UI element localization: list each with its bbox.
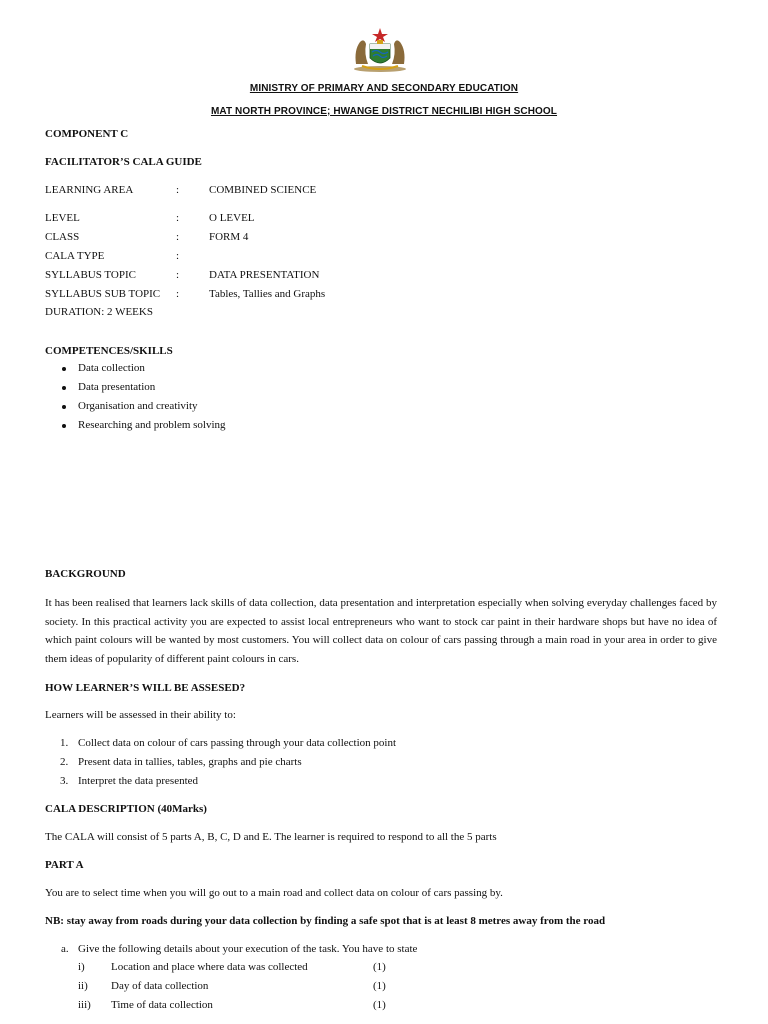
list-number: 1. xyxy=(60,737,69,749)
ministry-heading: MINISTRY OF PRIMARY AND SECONDARY EDUCATION xyxy=(249,83,519,94)
list-text: Collect data on colour of cars passing through your data collection point xyxy=(78,737,397,749)
learning-area-label: LEARNING AREA xyxy=(45,184,134,196)
list-text: Present data in tallies, tables, graphs and pie charts xyxy=(78,756,302,768)
colon-separator: : xyxy=(176,212,180,224)
syllabus-sub-topic-value: Tables, Tallies and Graphs xyxy=(209,288,326,300)
task-letter: a. xyxy=(61,943,69,955)
school-heading: MAT NORTH PROVINCE; HWANGE DISTRICT NECHILIBI HIGH SCHOOL xyxy=(210,106,558,117)
part-a-text: You are to select time when you will go out to a main road and collect data on colour of cars passing by. xyxy=(45,887,503,899)
list-item: Researching and problem solving xyxy=(60,416,226,435)
sub-item-text: Location and place where data was collected xyxy=(111,961,308,973)
sub-item-number: iii) xyxy=(78,999,91,1011)
list-item: Organisation and creativity xyxy=(60,397,226,416)
list-item xyxy=(45,753,396,772)
competences-list xyxy=(60,359,226,435)
assessment-heading: HOW LEARNER’S WILL BE ASSESED? xyxy=(45,682,246,694)
sub-item-text: Time of data collection xyxy=(111,999,213,1011)
assessment-list xyxy=(45,734,396,791)
list-number: 3. xyxy=(60,775,69,787)
component-label: COMPONENT C xyxy=(45,128,129,140)
duration-label: DURATION: 2 WEEKS xyxy=(45,306,153,318)
list-item: Data collection xyxy=(60,359,226,378)
part-a-heading: PART A xyxy=(45,859,84,871)
guide-title: FACILITATOR’S CALA GUIDE xyxy=(45,156,202,168)
sub-item-row xyxy=(0,996,768,1015)
class-value: FORM 4 xyxy=(209,231,249,243)
background-paragraph: It has been realised that learners lack skills of data collection, data presentation and interpretation especially when solving everyday challenges faced by society. In this practical activity you are expected to assist local entrepreneurs who want to stock car paint in their hardware shops but have no idea of which paint colours will be wanted by most customers. You will collect data on colour of cars passing through a main road in your area in order to give them ideas of popularity of different paint colours in cars. xyxy=(45,597,717,666)
syllabus-topic-label: SYLLABUS TOPIC xyxy=(45,269,136,281)
assessment-intro: Learners will be assessed in their ability to: xyxy=(45,709,236,721)
level-value: O LEVEL xyxy=(209,212,255,224)
sub-item-number: i) xyxy=(78,961,85,973)
syllabus-sub-topic-label: SYLLABUS SUB TOPIC xyxy=(45,288,161,300)
safety-note: NB: stay away from roads during your data collection by finding a safe spot that is at least 8 metres away from the road xyxy=(45,915,606,927)
coat-of-arms-icon xyxy=(348,26,412,74)
sub-item-marks: (1) xyxy=(373,980,386,992)
list-item xyxy=(45,772,396,791)
colon-separator: : xyxy=(176,250,180,262)
colon-separator: : xyxy=(176,288,180,300)
sub-item-row xyxy=(0,958,768,977)
sub-item-number: ii) xyxy=(78,980,88,992)
colon-separator: : xyxy=(176,231,180,243)
class-label: CLASS xyxy=(45,231,80,243)
sub-item-marks: (1) xyxy=(373,961,386,973)
description-text: The CALA will consist of 5 parts A, B, C, D and E. The learner is required to respond to all the 5 parts xyxy=(45,831,497,843)
sub-item-marks: (1) xyxy=(373,999,386,1011)
description-heading: CALA DESCRIPTION (40Marks) xyxy=(45,803,207,815)
syllabus-topic-value: DATA PRESENTATION xyxy=(209,269,320,281)
level-label: LEVEL xyxy=(45,212,80,224)
list-number: 2. xyxy=(60,756,69,768)
competences-heading: COMPETENCES/SKILLS xyxy=(45,345,173,357)
cala-type-label: CALA TYPE xyxy=(45,250,105,262)
colon-separator: : xyxy=(176,269,180,281)
sub-item-row xyxy=(0,977,768,996)
sub-item-text: Day of data collection xyxy=(111,980,209,992)
list-text: Interpret the data presented xyxy=(78,775,199,787)
list-item xyxy=(45,734,396,753)
colon-separator: : xyxy=(176,184,180,196)
list-item: Data presentation xyxy=(60,378,226,397)
learning-area-value: COMBINED SCIENCE xyxy=(209,184,317,196)
task-text: Give the following details about your execution of the task. You have to state xyxy=(78,943,418,955)
background-heading: BACKGROUND xyxy=(45,568,126,580)
